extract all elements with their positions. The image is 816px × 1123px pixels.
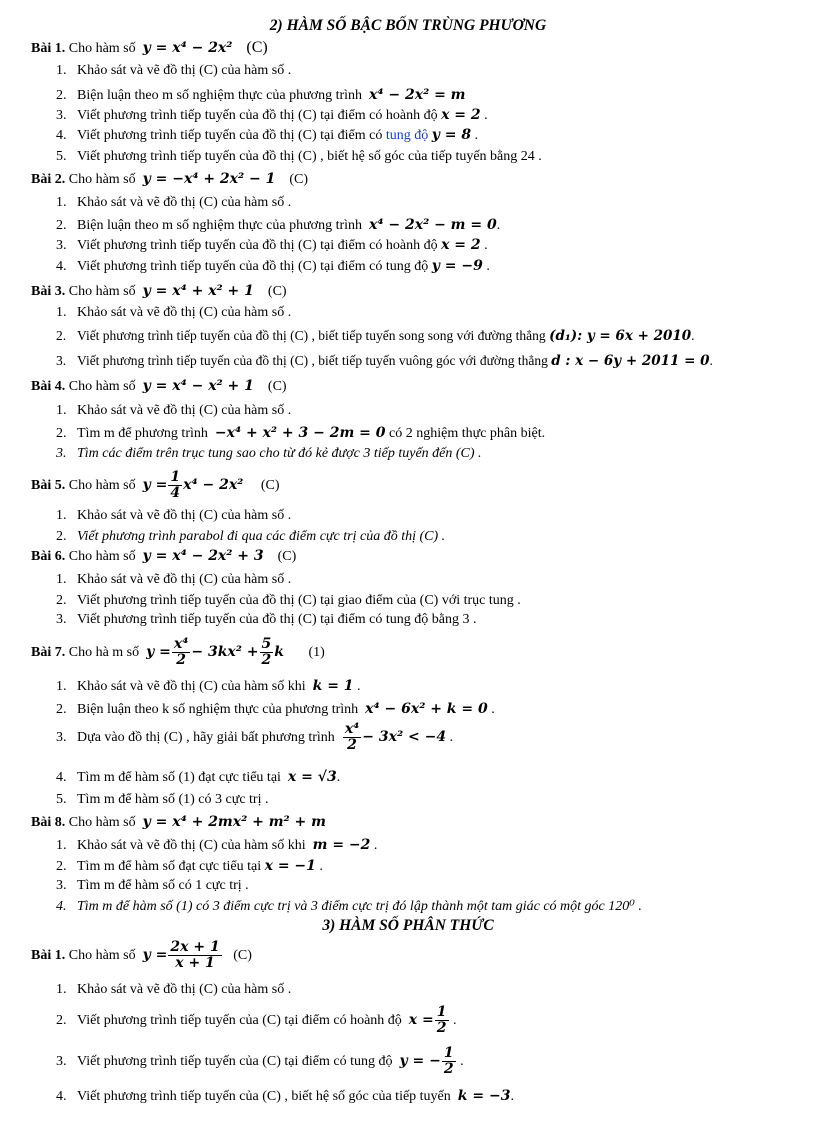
problem-2-heading: Bài 2. Cho hàm số y = −x⁴ + 2x² − 1 (C) [31,171,309,187]
curve-tag: (C) [246,39,268,56]
list-item: 1. Khảo sát và vẽ đồ thị (C) của hàm số . [56,982,292,997]
list-item: 1. Khảo sát và vẽ đồ thị (C) của hàm số . [56,403,292,418]
list-item: 3. Viết phương trình tiếp tuyến của đồ thị (C) tại điểm có hoành độ x = 2 . [56,237,488,253]
problem-7-heading: Bài 7. Cho hà m số y = $\frac{\text{x⁴}}{2}$ − 3kx² + $\frac{5}{2}$ k (1) [31,636,325,668]
problem-label: Bài 1. [31,41,66,56]
function-formula: y = −x⁴ + 2x² − 1 [142,171,276,187]
list-item: 2. Biện luận theo k số nghiệm thực của phương trình x⁴ − 6x² + k = 0 . [56,701,495,717]
list-item: 4. Viết phương trình tiếp tuyến của đồ thị (C) tại điểm có tung độ y = 8 . [56,127,479,143]
list-item: 2. Biện luận theo m số nghiệm thực của phương trình x⁴ − 2x² = m [56,87,466,103]
list-item: 3. Tìm m để hàm số có 1 cực trị . [56,878,249,893]
highlighted-text: tung độ [385,128,429,143]
problem-3-heading: Bài 3. Cho hàm số y = x⁴ + x² + 1 (C) [31,283,287,299]
list-item: 1. Khảo sát và vẽ đồ thị (C) của hàm số khi m = −2 . [56,837,378,853]
list-item: 2. Tìm m để phương trình −x⁴ + x² + 3 − 2m = 0 có 2 nghiệm thực phân biệt. [56,425,546,441]
list-item: 2. Viết phương trình tiếp tuyến của đồ thị (C) tại giao điểm của (C) với trục tung . [56,593,521,608]
function-formula: y = $\frac{2x + 1}{x + 1}$ [142,939,220,971]
list-item: 3. Dựa vào đồ thị (C) , hãy giải bất phương trình $\frac{\text{x⁴}}{2}$ − 3x² < −4 . [56,721,454,753]
list-item: 3. Viết phương trình tiếp tuyến của đồ thị (C) tại điểm có tung độ bằng 3 . [56,612,477,627]
list-item: 1. Khảo sát và vẽ đồ thị (C) của hàm số . [56,508,292,523]
function-formula: y = x⁴ + x² + 1 [142,283,254,299]
function-formula: y = x⁴ + 2mx² + m² + m [142,814,326,830]
fraction-problem-1-heading: Bài 1. Cho hàm số y = $\frac{2x + 1}{x + 1}$ (C) [31,939,252,971]
list-item: 3. Viết phương trình tiếp tuyến của đồ thị (C) , biết tiếp tuyến vuông góc với đường thẳng d : x − 6y + 2011 = 0. [56,353,713,369]
list-item: 5. Tìm m để hàm số (1) có 3 cực trị . [56,792,269,807]
list-item: 3. Viết phương trình tiếp tuyến của (C) tại điểm có tung độ y = − $\frac{1}{2}$ . [56,1045,464,1077]
problem-intro: Cho hàm số [68,41,136,56]
list-item: 1. Khảo sát và vẽ đồ thị (C) của hàm số . [56,305,292,320]
list-item: 1. Khảo sát và vẽ đồ thị (C) của hàm số . [56,63,292,78]
problem-6-heading: Bài 6. Cho hàm số y = x⁴ − 2x² + 3 (C) [31,548,297,564]
function-formula: y = x⁴ − 2x² + 3 [142,548,264,564]
function-formula: y = x⁴ − x² + 1 [142,378,254,394]
function-formula: y = x⁴ − 2x² [142,40,233,56]
function-formula: y = $\frac{1}{4}$ x⁴ − 2x² [142,469,244,501]
list-item: 2. Viết phương trình parabol đi qua các điểm cực trị của đồ thị (C) . [56,529,446,544]
section-2-title: 2) HÀM SỐ BẬC BỐN TRÙNG PHƯƠNG [269,17,547,34]
problem-4-heading: Bài 4. Cho hàm số y = x⁴ − x² + 1 (C) [31,378,287,394]
problem-8-heading: Bài 8. Cho hàm số y = x⁴ + 2mx² + m² + m [31,814,326,830]
list-item: 3. Tìm các điểm trên trục tung sao cho từ đó kẻ được 3 tiếp tuyến đến (C) . [56,446,482,461]
list-item: 2. Biện luận theo m số nghiệm thực của phương trình x⁴ − 2x² − m = 0. [56,217,501,233]
list-item: 2. Viết phương trình tiếp tuyến của (C) tại điểm có hoành độ x = $\frac{1}{2}$ . [56,1004,457,1036]
list-item: 1. Khảo sát và vẽ đồ thị (C) của hàm số khi k = 1 . [56,678,361,694]
list-item: 1. Khảo sát và vẽ đồ thị (C) của hàm số . [56,572,292,587]
problem-5-heading: Bài 5. Cho hàm số y = $\frac{1}{4}$ x⁴ − 2x² (C) [31,469,280,501]
section-3-title: 3) HÀM SỐ PHÂN THỨC [322,917,494,934]
list-item: 4. Viết phương trình tiếp tuyến của (C) , biết hệ số góc của tiếp tuyến k = −3. [56,1088,514,1104]
function-formula: y = $\frac{\text{x⁴}}{2}$ − 3kx² + $\frac{5}{2}$ k [146,636,284,668]
list-item: 4. Tìm m để hàm số (1) có 3 điểm cực trị và 3 điểm cực trị đó lập thành một tam giác có một góc 120⁰ . [56,899,642,914]
list-item: 4. Viết phương trình tiếp tuyến của đồ thị (C) tại điểm có tung độ y = −9 . [56,258,490,274]
list-item: 3. Viết phương trình tiếp tuyến của đồ thị (C) tại điểm có hoành độ x = 2 . [56,107,488,123]
list-item: 2. Tìm m để hàm số đạt cực tiểu tại x = −1 . [56,858,323,874]
problem-1-heading [31,39,268,57]
list-item: 4. Tìm m để hàm số (1) đạt cực tiểu tại x = √3. [56,769,341,785]
list-item: 5. Viết phương trình tiếp tuyến của đồ thị (C) , biết hệ số góc của tiếp tuyến bằng 24 . [56,149,542,164]
list-item: 1. Khảo sát và vẽ đồ thị (C) của hàm số . [56,195,292,210]
list-item: 2. Viết phương trình tiếp tuyến của đồ thị (C) , biết tiếp tuyến song song với đường thẳng (d₁): y = 6x + 2010. [56,328,695,344]
